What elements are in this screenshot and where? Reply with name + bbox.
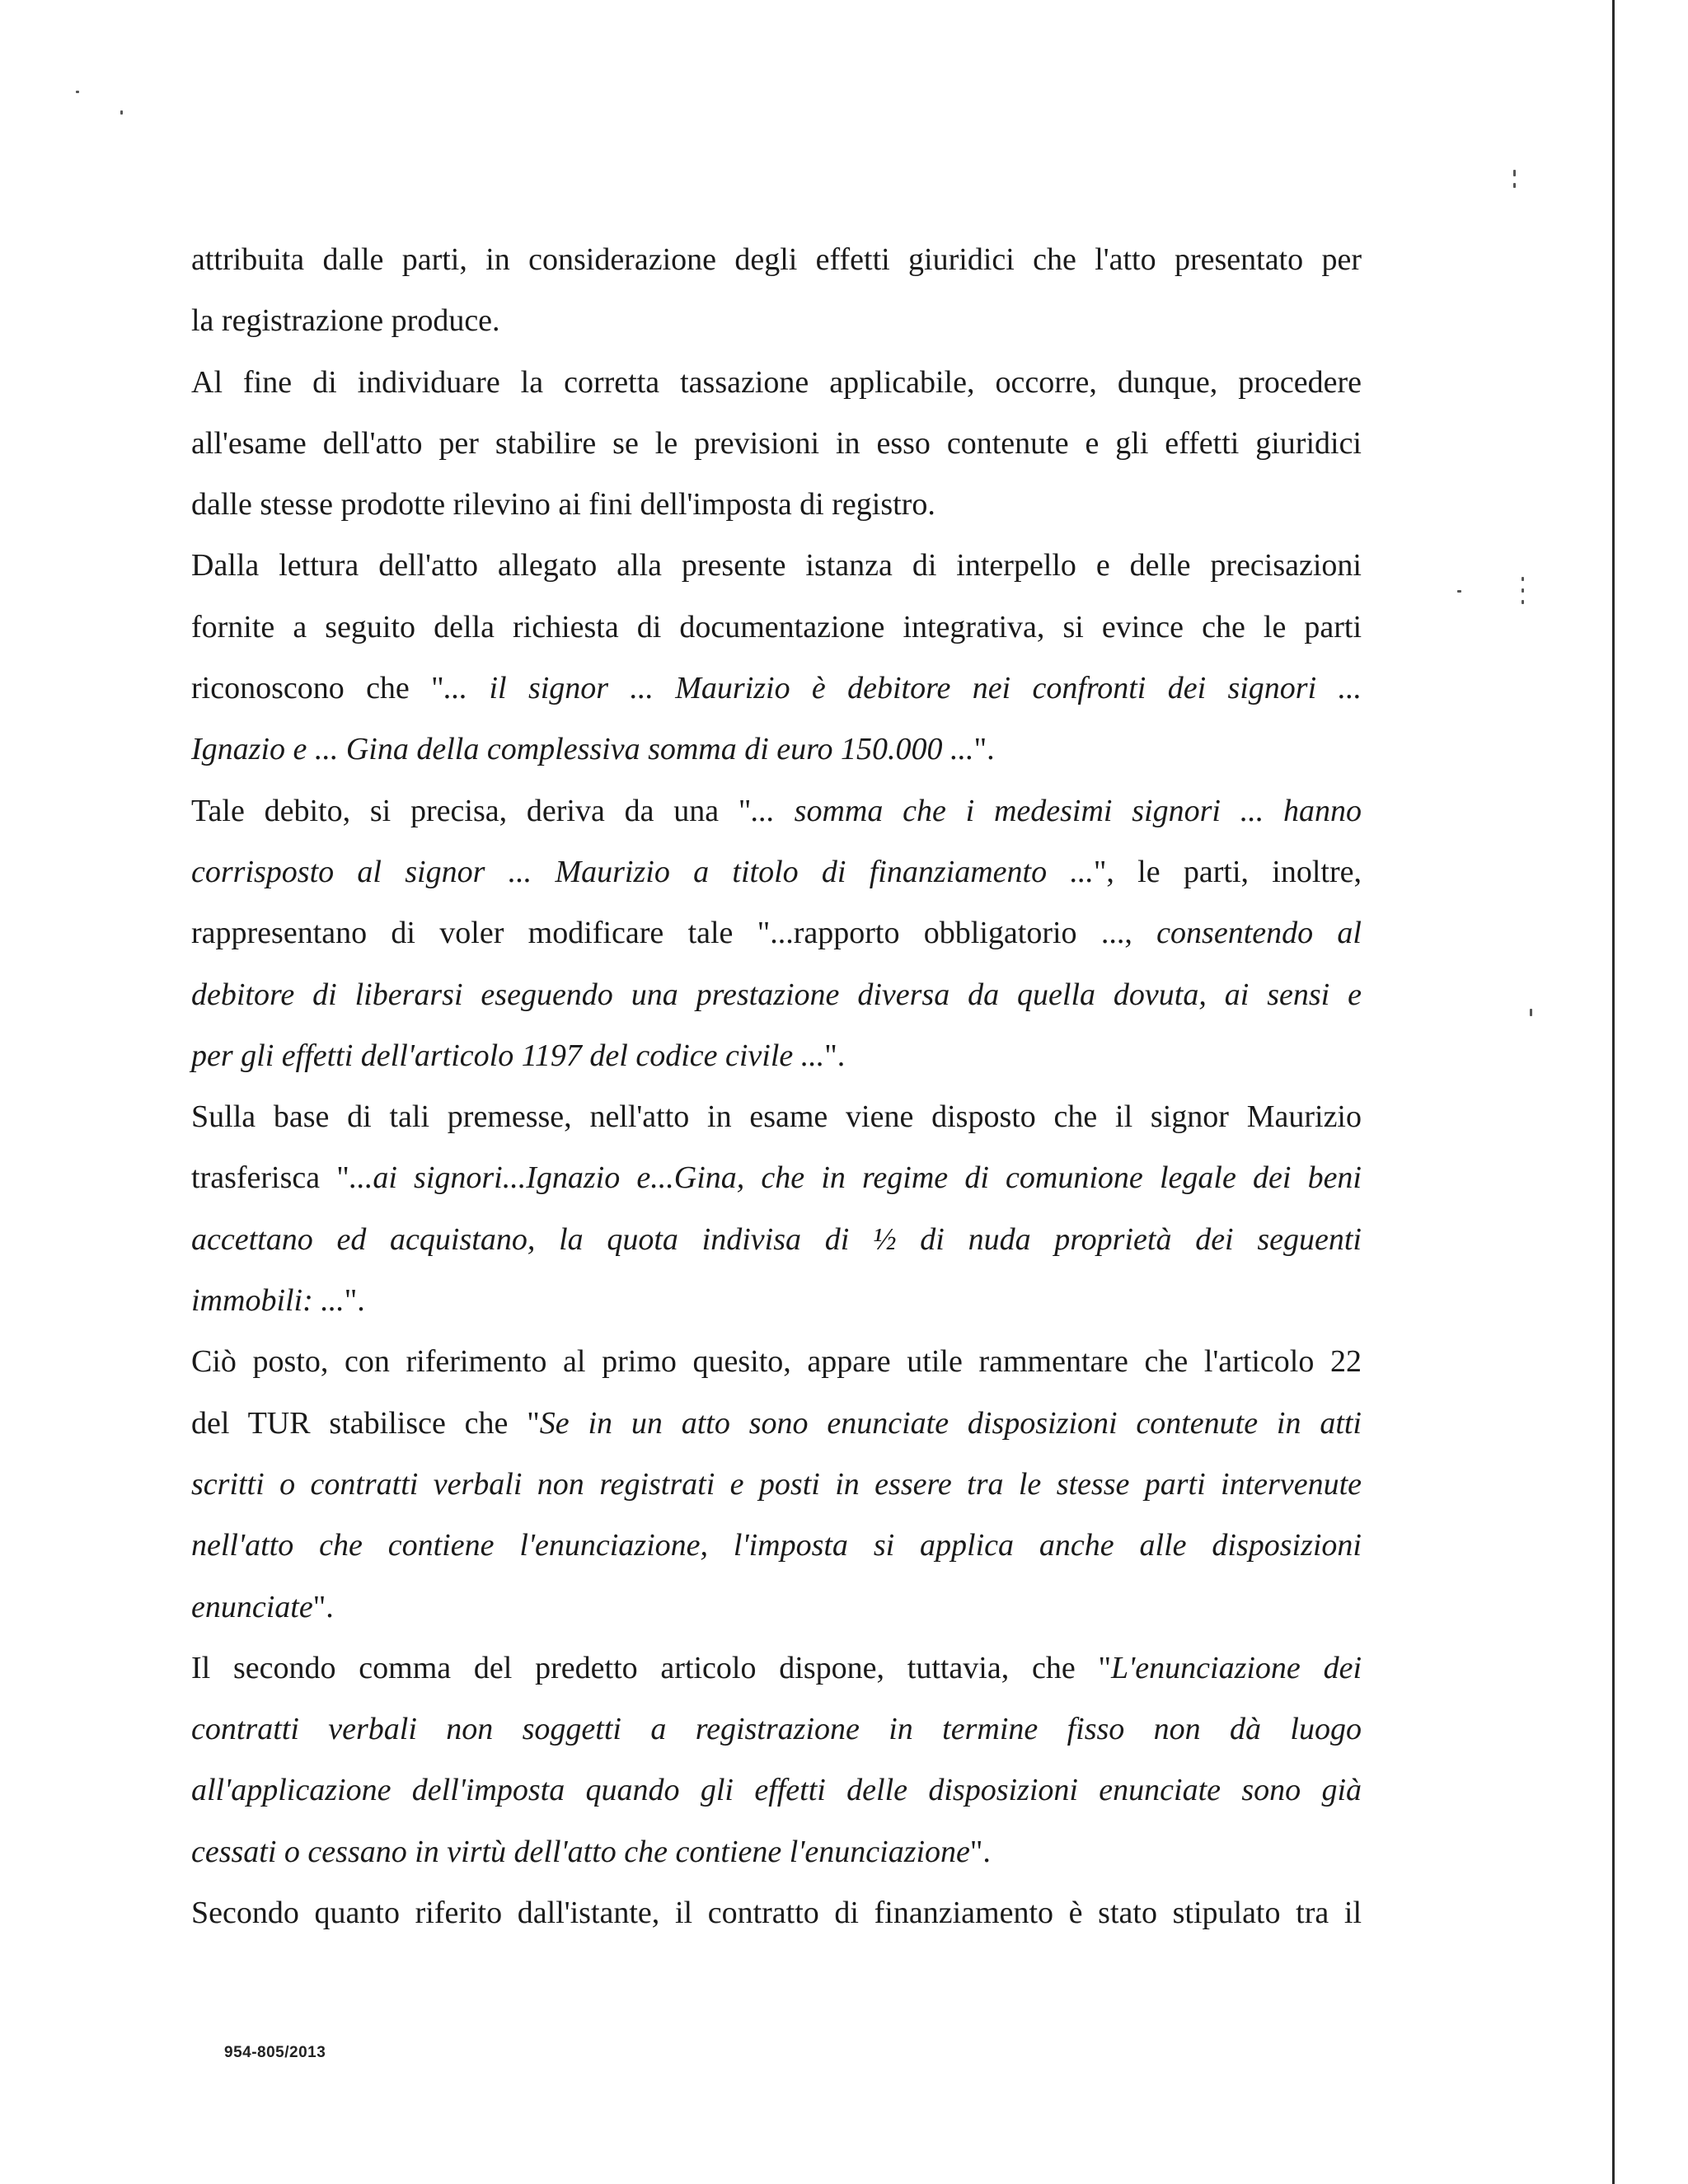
scan-mark xyxy=(1457,590,1461,593)
text-segment: all'esame dell'atto per stabilire se le previsioni in esso contenute e gli effetti giuridici xyxy=(191,425,1362,461)
text-line xyxy=(191,841,1362,902)
text-segment: la registrazione produce. xyxy=(191,303,500,339)
italic-quote-segment: nell'atto che contiene l'enunciazione, l'imposta si applica anche alle disposizioni xyxy=(191,1528,1362,1563)
text-segment: Sulla base di tali premesse, nell'atto in esame viene disposto che il signor Maurizio xyxy=(191,1099,1362,1135)
italic-quote-segment: Se in un atto sono enunciate disposizioni contenute in atti xyxy=(539,1405,1362,1441)
text-line xyxy=(191,1393,1362,1454)
text-segment: dalle stesse prodotte rilevino ai fini dell'imposta di registro. xyxy=(191,487,935,523)
italic-quote-segment: cessati o cessano in virtù dell'atto che contiene l'enunciazione xyxy=(191,1834,970,1869)
text-segment: ". xyxy=(312,1589,334,1624)
text-segment: Il secondo comma del predetto articolo dispone, tuttavia, che " xyxy=(191,1650,1112,1685)
text-line xyxy=(191,597,1362,658)
text-line xyxy=(191,1331,1362,1392)
text-line xyxy=(191,902,1362,963)
text-segment: Al fine di individuare la corretta tassazione applicabile, occorre, dunque, procedere xyxy=(191,364,1362,400)
text-segment: Tale debito, si precisa, deriva da una " xyxy=(191,793,752,828)
text-line xyxy=(191,1209,1362,1270)
scan-mark xyxy=(1522,577,1524,581)
text-line xyxy=(191,1577,1362,1638)
text-segment: ", le parti, inoltre, xyxy=(1093,854,1362,889)
text-segment: Ciò posto, con riferimento al primo quesito, appare utile rammentare che l'articolo 22 xyxy=(191,1344,1362,1380)
italic-quote-segment: contratti verbali non soggetti a registrazione in termine fisso non dà luogo xyxy=(191,1712,1362,1747)
italic-quote-segment: ... somma che i medesimi signori ... hanno xyxy=(751,793,1362,828)
text-line xyxy=(191,1821,1362,1882)
italic-quote-segment: immobili: ... xyxy=(191,1283,345,1319)
text-line xyxy=(191,1515,1362,1576)
scan-mark xyxy=(1513,170,1516,176)
document-reference-code: 954-805/2013 xyxy=(224,2044,326,2061)
text-segment: rappresentano di voler modificare tale "...rapporto obbligatorio ..., xyxy=(191,916,1157,951)
italic-quote-segment: enunciate xyxy=(191,1589,313,1624)
italic-quote-segment: all'applicazione dell'imposta quando gli effetti delle disposizioni enunciate sono già xyxy=(191,1773,1362,1808)
italic-quote-segment: ...ai signori...Ignazio e...Gina, che in regime di comunione legale dei beni xyxy=(349,1160,1362,1196)
italic-quote-segment: consentendo al xyxy=(1156,916,1362,951)
text-line xyxy=(191,1760,1362,1821)
text-line xyxy=(191,413,1362,474)
text-segment: Dalla lettura dell'atto allegato alla presente istanza di interpello e delle precisazioni xyxy=(191,548,1362,583)
text-segment: attribuita dalle parti, in considerazione degli effetti giuridici che l'atto presentato per xyxy=(191,242,1362,277)
text-line xyxy=(191,352,1362,413)
text-segment: ". xyxy=(344,1283,365,1319)
scan-mark xyxy=(120,110,123,115)
italic-quote-segment: L'enunciazione dei xyxy=(1111,1650,1362,1685)
text-line xyxy=(191,229,1362,290)
text-segment: trasferisca " xyxy=(191,1160,349,1196)
text-line xyxy=(191,1454,1362,1515)
italic-quote-segment: corrisposto al signor ... Maurizio a titolo di finanziamento ... xyxy=(191,854,1094,889)
text-segment: del TUR stabilisce che " xyxy=(191,1405,540,1441)
italic-quote-segment: debitore di liberarsi eseguendo una prestazione diversa da quella dovuta, ai sensi e xyxy=(191,977,1362,1012)
scan-mark xyxy=(1522,588,1524,593)
scan-mark xyxy=(1522,600,1524,604)
text-line xyxy=(191,1882,1362,1943)
text-line xyxy=(191,290,1362,351)
scan-mark xyxy=(1530,1009,1532,1016)
italic-quote-segment: ... il signor ... Maurizio è debitore nei confronti dei signori ... xyxy=(443,671,1362,706)
text-line xyxy=(191,1147,1362,1208)
scan-mark xyxy=(76,91,79,93)
scan-mark xyxy=(1513,183,1516,188)
text-line xyxy=(191,658,1362,719)
italic-quote-segment: per gli effetti dell'articolo 1197 del codice civile ... xyxy=(191,1038,825,1073)
text-line xyxy=(191,474,1362,535)
text-line xyxy=(191,1638,1362,1699)
text-segment: fornite a seguito della richiesta di documentazione integrativa, si evince che le parti xyxy=(191,609,1362,644)
text-line xyxy=(191,964,1362,1025)
text-line xyxy=(191,1699,1362,1760)
text-line xyxy=(191,1086,1362,1147)
italic-quote-segment: Ignazio e ... Gina della complessiva somma di euro 150.000 ... xyxy=(191,732,974,767)
text-segment: Secondo quanto riferito dall'istante, il contratto di finanziamento è stato stipulato tra il xyxy=(191,1896,1362,1931)
text-line xyxy=(191,535,1362,596)
italic-quote-segment: accettano ed acquistano, la quota indivisa di ½ di nuda proprietà dei seguenti xyxy=(191,1221,1362,1257)
text-segment: riconoscono che " xyxy=(191,671,444,706)
text-segment: ". xyxy=(969,1834,991,1869)
italic-quote-segment: scritti o contratti verbali non registrati e posti in essere tra le stesse parti intervenute xyxy=(191,1466,1362,1502)
text-line xyxy=(191,1025,1362,1086)
body-text xyxy=(191,229,1362,1943)
text-line xyxy=(191,780,1362,841)
page-edge-line xyxy=(1612,0,1615,2184)
text-segment: ". xyxy=(973,732,995,767)
text-line xyxy=(191,1270,1362,1331)
text-line xyxy=(191,719,1362,780)
text-segment: ". xyxy=(824,1038,846,1073)
